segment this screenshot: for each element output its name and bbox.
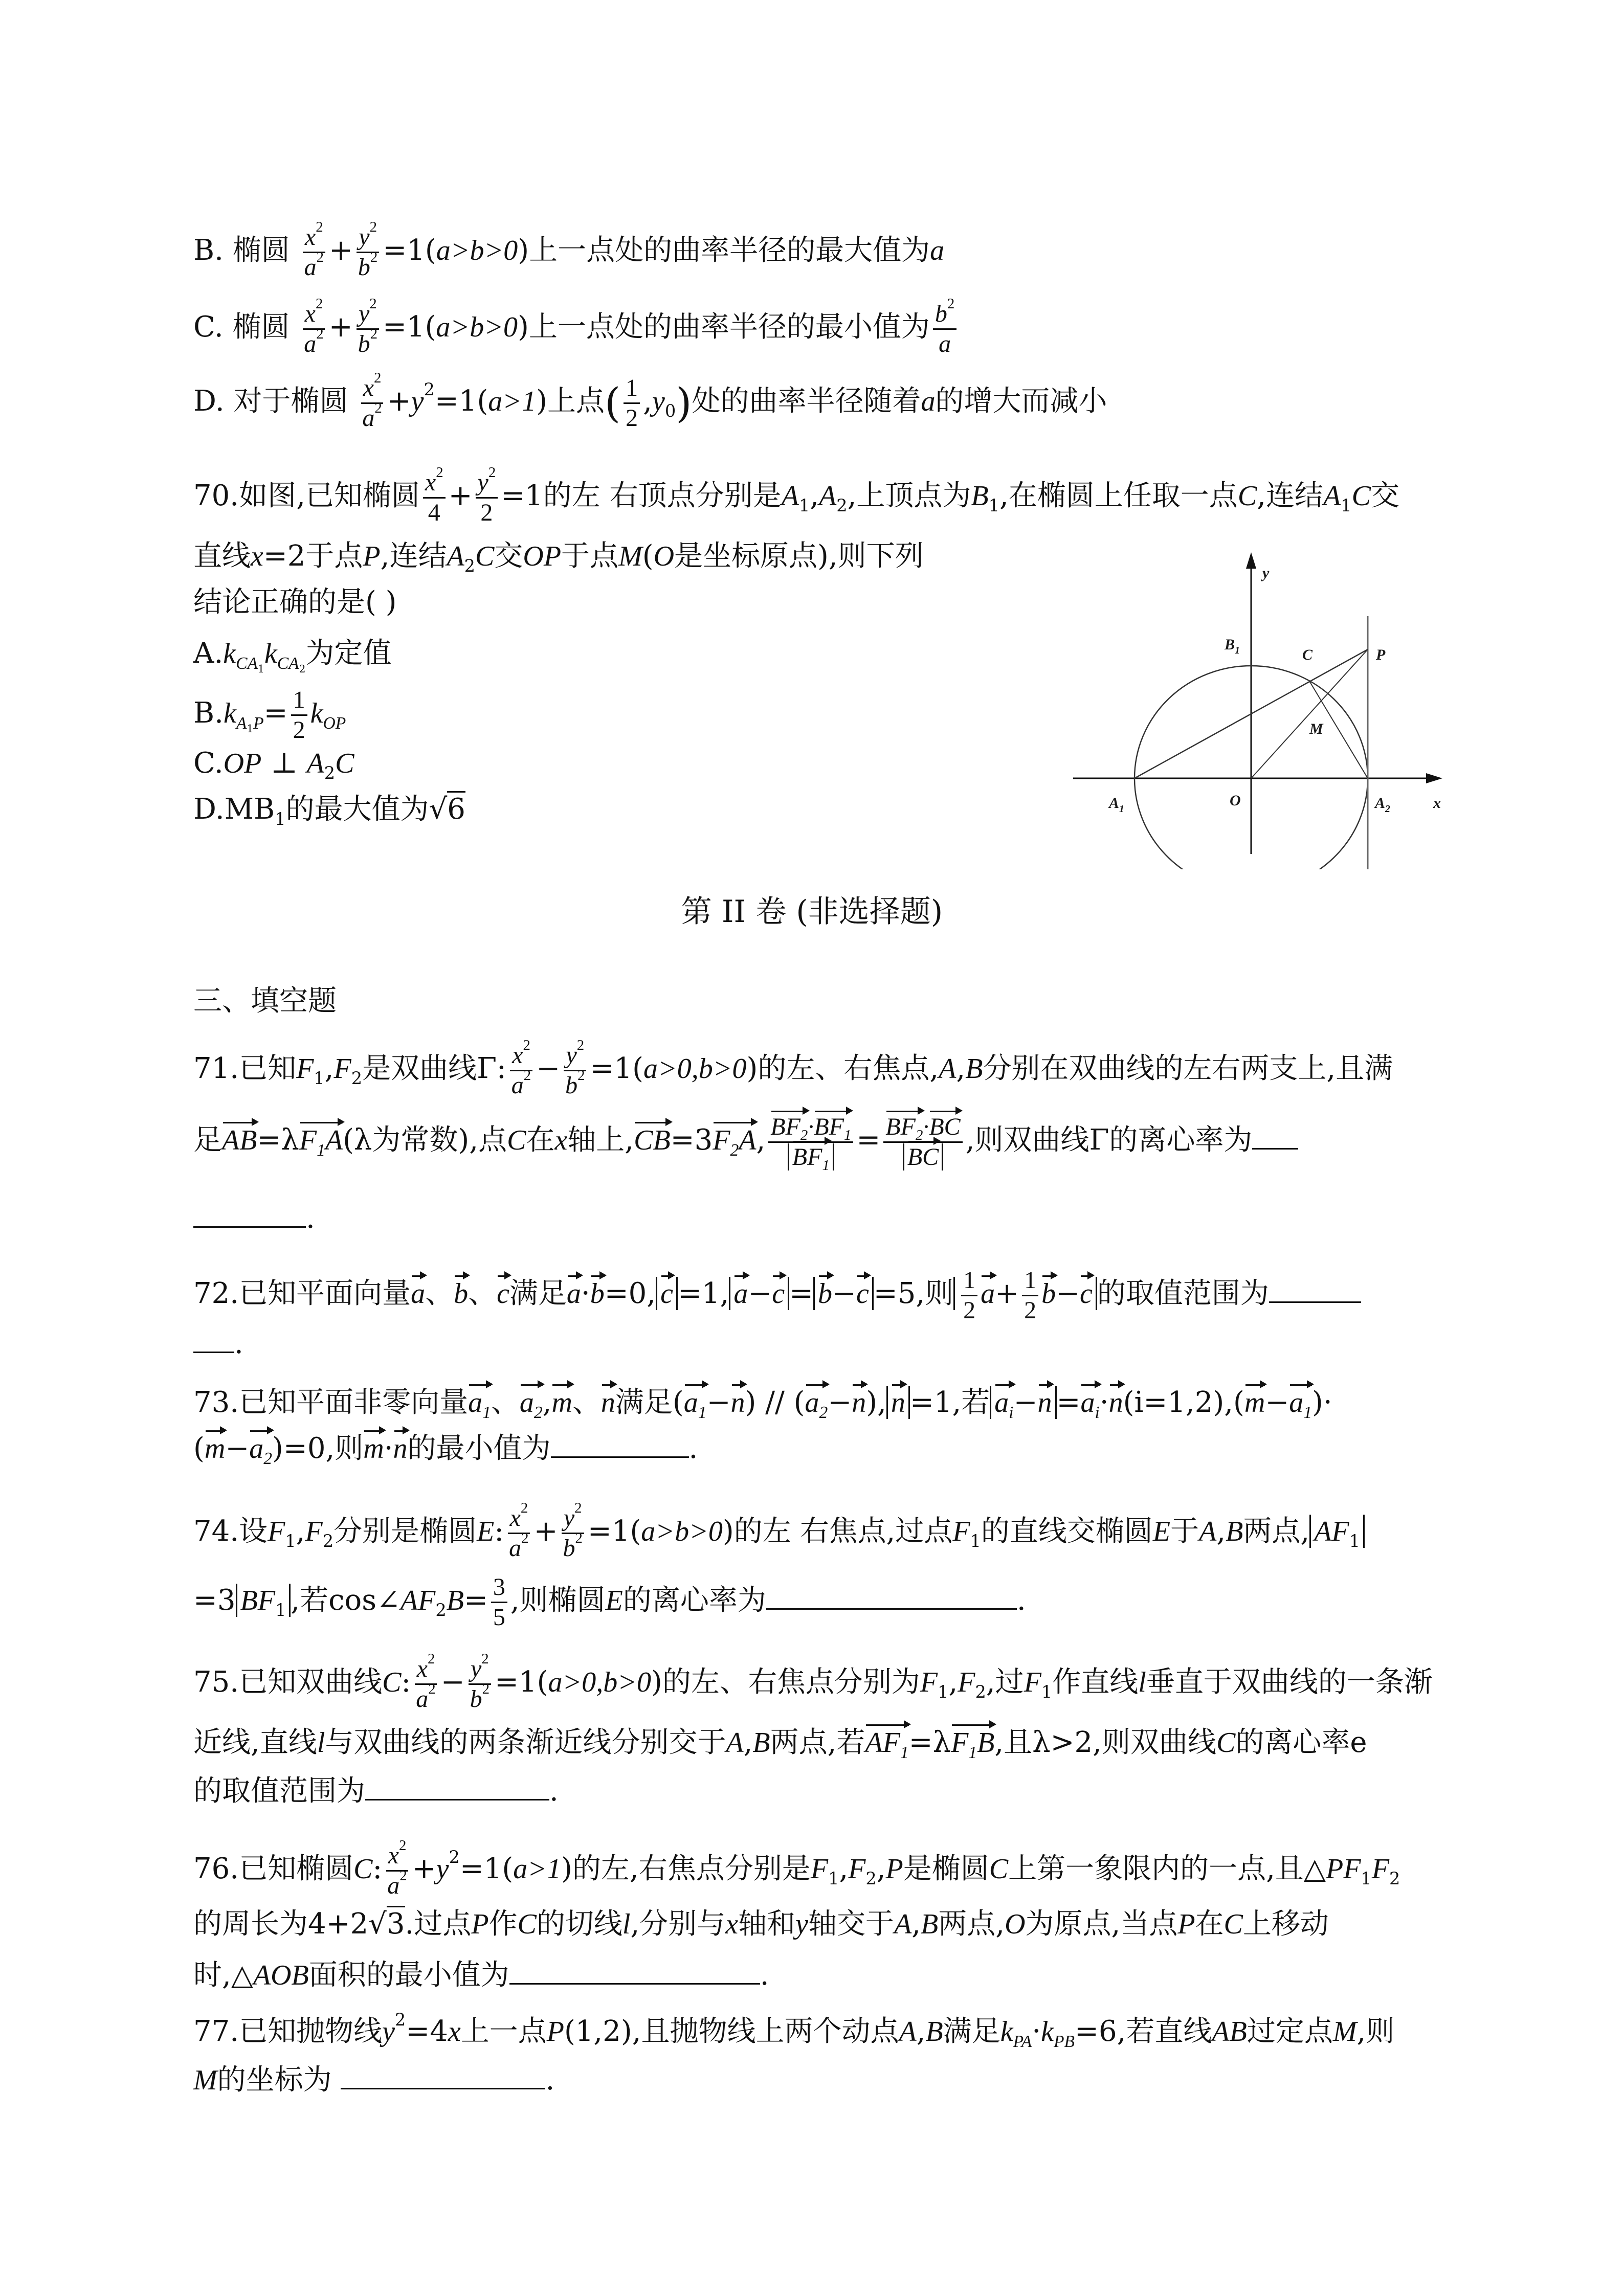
- ellipse-diagram: [1049, 537, 1509, 869]
- q73-line-1: 73.已知平面非零向量$a_1$、$a_2,m$、n满足$(a_1-n) // (a_2-n)$, n =1,若 $a_i-n =a_i\cdot n(i=1,2),(m-a_1)\cdot$: [193, 1386, 1332, 1422]
- q72-line-2: .: [193, 1330, 243, 1358]
- q77-line-2: M的坐标为 .: [193, 2063, 555, 2097]
- fraction: $\frac{1}{2}$: [961, 1268, 977, 1323]
- fraction: $\frac{x^2}{a^2}$: [414, 1657, 437, 1712]
- answer-blank[interactable]: [766, 1608, 1017, 1610]
- q70-option-d: $D.MB_1$的最大值为√6: [193, 795, 465, 824]
- fraction: $\frac{y^2}{b^2}$: [356, 302, 380, 356]
- q70-option-c: C.OP ⊥ $A_2C$: [193, 747, 354, 783]
- fraction: $\frac{y^2}{b^2}$: [563, 1043, 587, 1098]
- fraction: $\frac{b^2}{a}$: [933, 302, 956, 356]
- q71-line-2: 足$AB=\lambda F_1A(\lambda$为常数),点C在x轴上$,CB=3F_2A$, $\frac{BF_2\cdot BF_1}{BF_1}$ = $\frac{BF_2\cdot BC}{BC}$ ,则双曲线Γ的离心率为: [193, 1115, 1298, 1169]
- y-axis-arrow: [1246, 552, 1256, 569]
- q69-option-b: B. 椭圆 $\frac{x^2}{a^2}$ + $\frac{y^2}{b^2}$ =1(a>b>0)上一点处的曲率半径的最大值为a: [193, 219, 945, 281]
- q74-line-2: =3 $BF_1$ ,若$\cos\angle AF_2B=$ $\frac{3}{5}$ ,则椭圆E的离心率为 .: [193, 1573, 1026, 1631]
- answer-blank[interactable]: [193, 1226, 306, 1228]
- label-a2: $A_2$: [1375, 795, 1391, 815]
- answer-blank[interactable]: [365, 1798, 549, 1800]
- fraction: $\frac{1}{2}$: [291, 688, 307, 742]
- answer-blank[interactable]: [1269, 1301, 1361, 1303]
- label-a1: $A_1$: [1109, 795, 1125, 815]
- label-b1: $B_1$: [1225, 636, 1240, 656]
- answer-blank[interactable]: [551, 1456, 689, 1458]
- q77-line-1: 77.已知抛物线$y^2=4x$上一点P(1,2),且抛物线上两个动点A,B满足$k_{PA}\cdot k_{PB}=6$,若直线AB过定点M,则: [193, 2009, 1395, 2051]
- q74-line-1: 74.设$F_1,F_2$分别是椭圆E: $\frac{x^2}{a^2}$ + $\frac{y^2}{b^2}$ =1(a>b>0)的左 右焦点,过点$F_1$的直线交椭圆E于A,B两点, $AF_1$: [193, 1506, 1365, 1561]
- q71-line-1: 71.已知$F_1,F_2$是双曲线Γ: $\frac{x^2}{a^2}$ − $\frac{y^2}{b^2}$ =1(a>0,b>0)的左、右焦点,A,B分别在双曲线的左右两支上,且满: [193, 1037, 1393, 1099]
- fraction: $\frac{y^2}{2}$: [476, 470, 498, 525]
- q70-line-2: 直线x=2于点P,连结$A_2C$交OP于点M(O是坐标原点),则下列: [193, 539, 924, 576]
- fraction: $\frac{3}{5}$: [491, 1575, 507, 1630]
- q70-option-a: $A.k_{CA_1}k_{CA_2}$为定值: [193, 637, 392, 675]
- fraction: $\frac{BF_2\cdot BF_1}{BF_1}$: [768, 1115, 853, 1169]
- fraction: $\frac{x^2}{a^2}$: [360, 376, 384, 431]
- label-y: y: [1262, 565, 1270, 581]
- q75-line-2: 近线,直线l与双曲线的两条渐近线分别交于A,B两点,若$AF_1=\lambda F_1B$,且λ>2,则双曲线C的离心率e: [193, 1726, 1367, 1762]
- fraction: $\frac{y^2}{b^2}$: [356, 225, 380, 280]
- fraction: $\frac{1}{2}$: [624, 376, 640, 431]
- label-o: O: [1230, 792, 1241, 809]
- answer-blank[interactable]: [193, 1351, 234, 1353]
- x-axis-arrow: [1426, 773, 1442, 783]
- section-2-title: 第 II 卷 (非选择题): [681, 894, 943, 930]
- q69-option-c: C. 椭圆 $\frac{x^2}{a^2}$ + $\frac{y^2}{b^2}$ =1(a>b>0)上一点处的曲率半径的最小值为 $\frac{b^2}{a}$: [193, 302, 960, 356]
- line-o-p: [1251, 649, 1368, 778]
- answer-blank[interactable]: [341, 2087, 545, 2089]
- q69-option-d: D. 对于椭圆 $\frac{x^2}{a^2}$ $+y^2=1(a>1)$上点( $\frac{1}{2}$ $,y_0$)处的曲率半径随着a的增大而减小: [193, 370, 1107, 432]
- fraction: $\frac{x^2}{a^2}$: [507, 1506, 530, 1561]
- label-x: x: [1433, 795, 1441, 812]
- q70-line-3: 结论正确的是( ): [193, 586, 397, 619]
- answer-blank[interactable]: [1252, 1147, 1298, 1150]
- q76-line-1: 76.已知椭圆C: $\frac{x^2}{a^2}$ $+y^2=1(a>1)$的左,右焦点分别是$F_1,F_2,P$是椭圆C上第一象限内的一点,且$\triangle PF_1F_2$: [193, 1837, 1400, 1899]
- fraction: $\frac{1}{2}$: [1022, 1268, 1038, 1323]
- fraction: $\frac{x^2}{a^2}$: [302, 302, 325, 356]
- label-c: C: [1302, 646, 1313, 663]
- fraction: $\frac{x^2}{a^2}$: [385, 1843, 409, 1898]
- answer-blank[interactable]: [509, 1983, 760, 1985]
- fraction: $\frac{BF_2\cdot BC}{BC}$: [883, 1115, 962, 1169]
- q72-line-1: 72.已知平面向量a、b、c满足a·b=0, c =1, a−c = b−c =5,则 $\frac{1}{2}$ a+ $\frac{1}{2}$ b−c 的取值范围为: [193, 1268, 1361, 1323]
- fraction: $\frac{x^2}{4}$: [423, 470, 446, 525]
- label-m: M: [1309, 721, 1323, 737]
- fraction: $\frac{y^2}{b^2}$: [468, 1657, 492, 1712]
- q76-line-2: 的周长为4+2√3.过点P作C的切线l,分别与x轴和y轴交于A,B两点,O为原点,当点P在C上移动: [193, 1910, 1329, 1939]
- fraction: $\frac{x^2}{a^2}$: [302, 225, 326, 280]
- label-p: P: [1376, 646, 1386, 663]
- fraction: $\frac{x^2}{a^2}$: [509, 1043, 533, 1098]
- q73-line-2: $(m-a_2)=0$,则m·n的最小值为 .: [193, 1432, 698, 1468]
- q76-line-3: 时,△AOB面积的最小值为 .: [193, 1959, 769, 1992]
- q71-line-3: .: [193, 1204, 315, 1233]
- q75-line-3: 的取值范围为 .: [193, 1774, 559, 1808]
- fraction: $\frac{y^2}{b^2}$: [561, 1506, 584, 1561]
- q70-option-b: $B.k_{A_1P}=$ $\frac{1}{2}$ $k_{OP}$: [193, 686, 346, 744]
- q70-line-1: 70.如图,已知椭圆 $\frac{x^2}{4}$ + $\frac{y^2}{2}$ =1的左 右顶点分别是$A_1,A_2$,上顶点为$B_1$,在椭圆上任取一点C,连结$A_1C$交: [193, 464, 1399, 526]
- q75-line-1: 75.已知双曲线C: $\frac{x^2}{a^2}$ − $\frac{y^2}{b^2}$ =1(a>0,b>0)的左、右焦点分别为$F_1,F_2$,过$F_1$作直线l垂直于双曲线的一条渐: [193, 1651, 1433, 1713]
- section-3-title: 三、填空题: [193, 984, 337, 1018]
